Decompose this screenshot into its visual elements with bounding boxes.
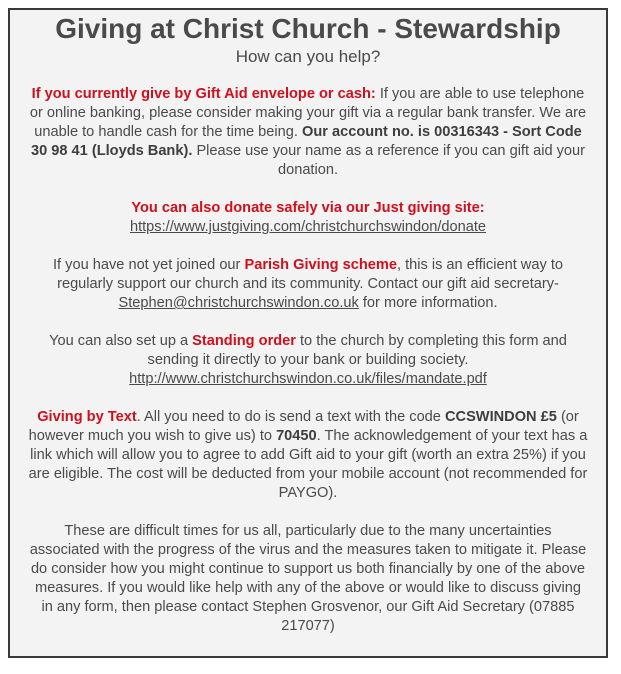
gift-aid-text-1: If you are able to use telephone or online banking, please consider making your gift via a regular bank transfer. We are unable to handle cash for the time being. bbox=[29, 86, 587, 140]
standing-order-text-1: You can also set up a bbox=[49, 333, 193, 349]
parish-giving-paragraph bbox=[28, 256, 588, 313]
just-giving-link[interactable]: https://www.justgiving.com/christchurchswindon/donate bbox=[129, 219, 487, 235]
page-title: Giving at Christ Church - Stewardship bbox=[55, 13, 561, 44]
text-giving-number: 70450 bbox=[276, 428, 317, 444]
gift-aid-heading: If you currently give by Gift Aid envelope or cash: bbox=[31, 86, 376, 102]
closing-paragraph: These are difficult times for us all, particularly due to the many uncertainties associated with the progress of the virus and the measures taken to mitigate it. Please do consider how you might continue to support us both financially by one of the above measures. If you would like help with any of the above or would like to discuss giving in any form, then please contact Stephen Grosvenor, our Gift Aid Secretary (07885 217077) bbox=[29, 523, 587, 634]
mandate-form-link[interactable]: http://www.christchurchswindon.co.uk/files/mandate.pdf bbox=[129, 371, 487, 387]
standing-order-paragraph bbox=[28, 332, 588, 389]
page-subtitle: How can you help? bbox=[235, 47, 381, 66]
parish-giving-highlight: Parish Giving scheme bbox=[244, 257, 397, 273]
standing-order-highlight: Standing order bbox=[192, 333, 296, 349]
bank-account-details: Our account no. is 00316343 - Sort Code 30 98 41 (Lloyds Bank). bbox=[30, 124, 582, 159]
parish-giving-text-1: If you have not yet joined our bbox=[53, 257, 245, 273]
just-giving-paragraph bbox=[28, 199, 588, 237]
text-giving-code: CCSWINDON £5 bbox=[444, 409, 557, 425]
text-giving-paragraph bbox=[28, 408, 588, 503]
text-giving-highlight: Giving by Text bbox=[37, 409, 137, 425]
gift-aid-text-2: Please use your name as a reference if you can gift aid your donation. bbox=[192, 143, 586, 178]
standing-order-text-2: to the church by completing this form and sending it directly to your bank or building society. bbox=[147, 333, 567, 368]
parish-giving-text-3: for more information. bbox=[358, 295, 498, 311]
stewardship-panel bbox=[8, 8, 608, 658]
gift-aid-paragraph bbox=[28, 85, 588, 180]
gift-aid-secretary-email-link[interactable]: Stephen@christchurchswindon.co.uk bbox=[118, 295, 359, 311]
text-giving-text-1: . All you need to do is send a text with the code bbox=[136, 409, 445, 425]
text-giving-text-2: (or however much you wish to give us) to bbox=[28, 409, 579, 444]
just-giving-heading: You can also donate safely via our Just giving site: bbox=[131, 200, 485, 216]
parish-giving-text-2: , this is an efficient way to regularly support our church and its community. Contact our gift aid secretary- bbox=[57, 257, 563, 292]
text-giving-text-3: . The acknowledgement of your text has a link which will allow you to agree to add Gift aid to your gift (worth an extra 25%) if you are eligible. The cost will be deducted from your mobile account (not recommended for PAYGO). bbox=[28, 428, 588, 501]
panel-content bbox=[10, 12, 606, 636]
